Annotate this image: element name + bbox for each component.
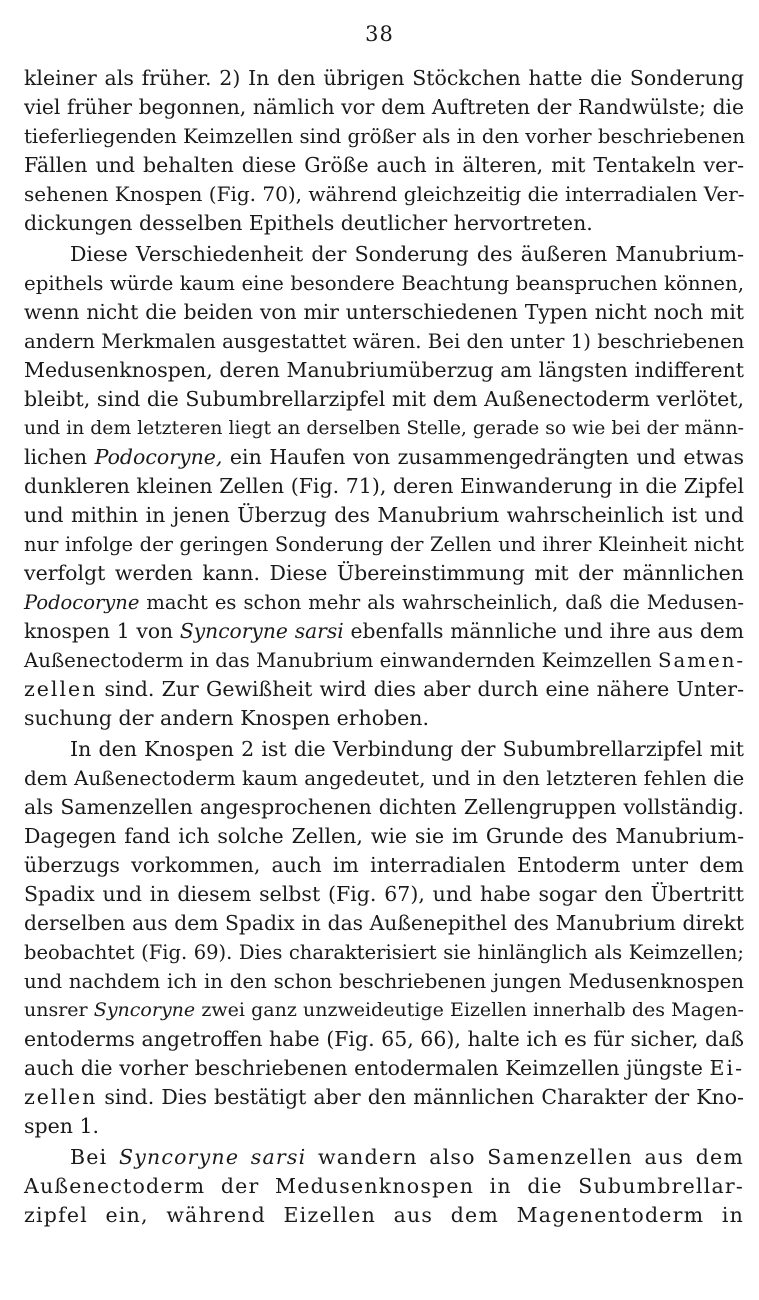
text-line — [24, 1083, 744, 1112]
text-line: kleiner als früher. 2) In den übrigen Stöckchen hatte die Sonderung — [24, 66, 744, 90]
text-line: überzugs vorkommen, auch im interradialen Entoderm unter dem — [24, 853, 744, 877]
page-number: 38 — [365, 22, 394, 46]
text-line — [24, 1054, 744, 1083]
text-line: entoderms angetroffen habe (Fig. 65, 66), halte ich es für sicher, daß — [24, 1027, 744, 1051]
text-run: Bei — [70, 1145, 119, 1169]
emphasis-term: zellen — [24, 677, 98, 701]
text-line — [24, 675, 744, 704]
text-line — [24, 588, 744, 617]
text-line: derselben aus dem Spadix in das Außenepithel des Manubrium direkt — [24, 911, 744, 935]
text-line: und mithin in jenen Überzug des Manubrium wahrscheinlich ist und — [24, 503, 744, 527]
text-line: Spadix und in diesem selbst (Fig. 67), und habe sogar den Übertritt — [24, 882, 744, 906]
paragraph-3 — [24, 735, 744, 1141]
text-line — [24, 617, 744, 646]
text-run: macht es schon mehr als wahrscheinlich, daß die Medusen- — [139, 591, 744, 614]
text-line: zipfel ein, während Eizellen aus dem Magenentoderm in — [24, 1203, 744, 1227]
text-line: tieferliegenden Keimzellen sind größer als in den vorher beschriebenen — [24, 125, 746, 148]
taxon-name: Syncoryne — [93, 999, 196, 1021]
paragraph-1 — [24, 64, 744, 238]
taxon-name: Syncoryne sarsi — [179, 619, 344, 643]
text-line: verfolgt werden kann. Diese Übereinstimmung mit der männlichen — [24, 561, 744, 585]
paragraph-2 — [24, 240, 744, 733]
text-line: sehenen Knospen (Fig. 70), während gleichzeitig die interradialen Ver- — [24, 182, 745, 206]
text-line: dem Außenectoderm kaum angedeutet, und in den letzteren fehlen die — [24, 766, 745, 790]
taxon-name: Podocoryne, — [94, 445, 223, 469]
text-line: andern Merkmalen ausgestattet wären. Bei den unter 1) beschriebenen — [24, 330, 745, 353]
emphasis-term: Samen- — [657, 649, 746, 672]
text-line: Dagegen fand ich solche Zellen, wie sie im Grunde des Manubrium- — [24, 824, 744, 848]
text-line: nur infolge der geringen Sonderung der Zellen und ihrer Kleinheit nicht — [24, 533, 744, 556]
text-line — [24, 1143, 744, 1172]
text-line: bleibt, sind die Subumbrellarzipfel mit dem Außenectoderm verlötet, — [24, 387, 744, 411]
emphasis-term: zellen — [24, 1085, 98, 1109]
text-run: auch die vorher beschriebenen entodermalen Keimzellen jüngste — [24, 1056, 710, 1080]
text-line: Fällen und behalten diese Größe auch in älteren, mit Tentakeln ver- — [24, 153, 744, 177]
text-run: Außenectoderm in das Manubrium einwandernden Keimzellen — [24, 649, 658, 672]
text-run: lichen — [24, 445, 95, 469]
text-line: Medusenknospen, deren Manubriumüberzug am längsten indifferent — [24, 358, 744, 382]
text-line — [24, 443, 744, 472]
text-line: dunkleren kleinen Zellen (Fig. 71), deren Einwanderung in die Zipfel — [24, 474, 744, 498]
text-line: als Samenzellen angesprochenen dichten Zellengruppen vollständig. — [24, 795, 744, 819]
text-line — [24, 646, 744, 675]
body-text — [24, 64, 744, 1230]
text-run: unsrer — [24, 999, 94, 1021]
text-line: und nachdem ich in den schon beschriebenen jungen Medusenknospen — [24, 970, 744, 993]
text-line: spen 1. — [24, 1114, 100, 1138]
text-run: wandern also Samenzellen aus dem — [306, 1145, 744, 1169]
taxon-name: Syncoryne sarsi — [118, 1145, 307, 1169]
text-line: wenn nicht die beiden von mir unterschiedenen Typen nicht noch mit — [24, 300, 744, 324]
text-run: sind. Zur Gewißheit wird dies aber durch eine nähere Unter- — [97, 677, 744, 701]
text-line: viel früher begonnen, nämlich vor dem Auftreten der Randwülste; die — [24, 95, 744, 119]
text-line: In den Knospen 2 ist die Verbindung der Subumbrellarzipfel mit — [70, 737, 744, 761]
text-line: dickungen desselben Epithels deutlicher hervortreten. — [24, 211, 593, 235]
text-line — [24, 996, 744, 1025]
text-run: ein Haufen von zusammengedrängten und etwas — [222, 445, 744, 469]
text-line: Diese Verschiedenheit der Sonderung des äußeren Manubrium- — [70, 242, 744, 266]
text-run: ebenfalls männliche und ihre aus dem — [343, 619, 744, 643]
paragraph-4 — [24, 1143, 744, 1230]
text-line: und in dem letzteren liegt an derselben Stelle, gerade so wie bei der männ- — [24, 418, 744, 439]
taxon-name: Podocoryne — [24, 591, 140, 614]
text-run: zwei ganz unzweideutige Eizellen innerhalb des Magen- — [195, 999, 744, 1021]
text-line: Außenectoderm der Medusenknospen in die Subumbrellar- — [24, 1174, 744, 1198]
emphasis-term: Ei- — [709, 1056, 744, 1080]
text-run: knospen 1 von — [24, 619, 180, 643]
text-run: sind. Dies bestätigt aber den männlichen Charakter der Kno- — [97, 1085, 744, 1109]
text-line: suchung der andern Knospen erhoben. — [24, 706, 430, 730]
text-line: beobachtet (Fig. 69). Dies charakterisiert sie hinlänglich als Keimzellen; — [24, 941, 744, 964]
text-line: epithels würde kaum eine besondere Beachtung beanspruchen können, — [24, 272, 744, 295]
